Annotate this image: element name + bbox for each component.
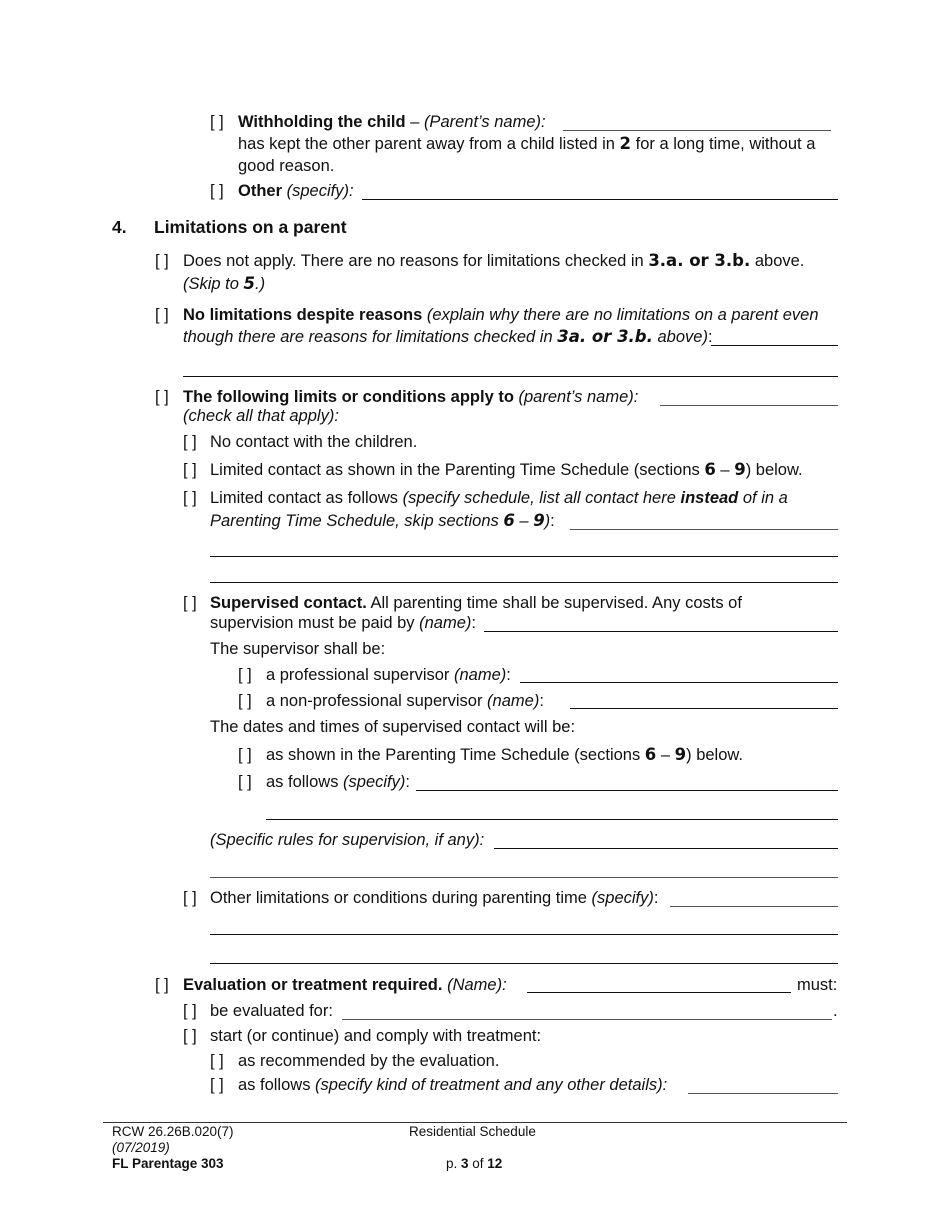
evaluation-label: Evaluation or treatment required. xyxy=(183,976,443,994)
supervised-as-follows-field-2[interactable] xyxy=(266,819,838,820)
withholding-description-line2: good reason. xyxy=(238,157,335,175)
supervised-colon: : xyxy=(471,614,476,632)
limited-schedule-checkbox[interactable]: [ ] xyxy=(183,461,197,479)
as-recommended-checkbox[interactable]: [ ] xyxy=(210,1052,224,1070)
withholding-parent-name-field[interactable] xyxy=(563,130,831,131)
evaluated-for-period: . xyxy=(833,1002,838,1020)
as-shown-checkbox[interactable]: [ ] xyxy=(238,746,252,764)
limited-follows-line2 xyxy=(210,511,555,531)
professional-supervisor-field[interactable] xyxy=(520,682,838,683)
specific-rules-field-2[interactable] xyxy=(210,877,838,878)
other-limitations-label xyxy=(210,888,658,908)
no-limitations-field-2[interactable] xyxy=(183,376,838,377)
supervised-line2 xyxy=(210,613,476,633)
as-shown-range-dash: – xyxy=(656,746,675,764)
as-shown-label xyxy=(266,745,743,765)
professional-supervisor-label xyxy=(266,665,511,685)
evaluated-for-label: be evaluated for: xyxy=(210,1002,333,1020)
evaluation-name-field[interactable] xyxy=(527,992,791,993)
no-limitations-ref: 3a. or 3.b. xyxy=(557,327,653,346)
withholding-checkbox[interactable]: [ ] xyxy=(210,113,224,131)
does-not-apply-a: Does not apply. There are no reasons for limitations checked in xyxy=(183,252,649,270)
as-shown-range-end: 9 xyxy=(674,745,687,764)
specific-rules-field-1[interactable] xyxy=(494,848,838,849)
evaluation-prompt: (Name): xyxy=(442,976,507,994)
does-not-apply-ref: 3.a. or 3.b. xyxy=(648,251,751,270)
section-title: Limitations on a parent xyxy=(154,217,347,237)
limited-follows-range-start: 6 xyxy=(503,511,515,530)
following-limits-parent-field[interactable] xyxy=(660,405,838,406)
following-limits-checkbox[interactable]: [ ] xyxy=(155,388,169,406)
skip-instruction xyxy=(183,274,265,294)
supervised-line1 xyxy=(210,593,742,613)
check-all-instruction: (check all that apply): xyxy=(183,407,339,425)
professional-a: a professional supervisor xyxy=(266,666,455,684)
nonprofessional-supervisor-checkbox[interactable]: [ ] xyxy=(238,692,252,710)
specific-rules-label: (Specific rules for supervision, if any): xyxy=(210,831,485,849)
nonprofessional-supervisor-label xyxy=(266,691,544,711)
limited-follows-range-end: 9 xyxy=(533,511,545,530)
withholding-option-label xyxy=(238,112,546,132)
supervised-as-follows-label xyxy=(266,772,410,792)
limited-follows-field-2[interactable] xyxy=(210,556,838,557)
treatment-as-follows-b: (specify kind of treatment and any other details): xyxy=(315,1076,668,1094)
evaluated-for-field[interactable] xyxy=(342,1019,832,1020)
footer-page-prefix: p. xyxy=(446,1156,462,1171)
section-number: 4. xyxy=(112,217,127,237)
supervised-as-follows-field-1[interactable] xyxy=(416,790,838,791)
dates-intro: The dates and times of supervised contact will be: xyxy=(210,718,576,736)
no-limitations-explain2a: though there are reasons for limitations checked in xyxy=(183,328,558,346)
skip-num: 5 xyxy=(243,274,256,293)
limited-follows-a: Limited contact as follows xyxy=(210,489,403,507)
limited-schedule-b: ) below. xyxy=(745,461,803,479)
nonprofessional-name-prompt: (name) xyxy=(487,692,540,710)
no-contact-label: No contact with the children. xyxy=(210,433,418,451)
skip-a: (Skip to xyxy=(183,275,244,293)
supervision-payer-field[interactable] xyxy=(484,631,838,632)
no-limitations-explain1: (explain why there are no limitations on a parent even xyxy=(422,306,819,324)
supervised-as-follows-checkbox[interactable]: [ ] xyxy=(238,773,252,791)
limited-follows-colon: : xyxy=(550,512,555,530)
withholding-ref-num: 2 xyxy=(619,134,632,153)
limited-follows-line1 xyxy=(210,488,788,508)
range-end: 9 xyxy=(734,460,746,479)
comply-label: start (or continue) and comply with treatment: xyxy=(210,1027,542,1045)
as-shown-range-start: 6 xyxy=(644,745,657,764)
range-dash: – xyxy=(715,461,735,479)
withholding-text-a: has kept the other parent away from a child listed in xyxy=(238,135,620,153)
other-limitations-field-2[interactable] xyxy=(210,934,838,935)
limited-follows-field-1[interactable] xyxy=(570,529,838,530)
other-limitations-field-3[interactable] xyxy=(210,963,838,964)
treatment-as-follows-label xyxy=(238,1075,667,1095)
limited-follows-range-dash: – xyxy=(514,512,534,530)
other-option-label xyxy=(238,181,354,201)
as-shown-a: as shown in the Parenting Time Schedule (sections xyxy=(266,746,645,764)
no-limitations-checkbox[interactable]: [ ] xyxy=(155,306,169,324)
other-limitations-b: (specify) xyxy=(591,889,654,907)
no-limitations-label: No limitations despite reasons xyxy=(183,306,423,324)
no-limitations-colon: : xyxy=(707,328,713,346)
professional-name-prompt: (name) xyxy=(454,666,507,684)
limited-follows-checkbox[interactable]: [ ] xyxy=(183,489,197,507)
nonprofessional-colon: : xyxy=(539,692,544,710)
other-limitations-field-1[interactable] xyxy=(670,906,838,907)
withholding-text-b: for a long time, without a xyxy=(631,135,816,153)
footer-page-total: 12 xyxy=(487,1156,503,1171)
supervised-as-follows-a: as follows xyxy=(266,773,344,791)
no-limitations-line1 xyxy=(183,305,819,325)
professional-supervisor-checkbox[interactable]: [ ] xyxy=(238,666,252,684)
footer-page-of: of xyxy=(468,1156,488,1171)
treatment-as-follows-checkbox[interactable]: [ ] xyxy=(210,1076,224,1094)
supervised-as-follows-b: (specify) xyxy=(343,773,406,791)
does-not-apply-c: above. xyxy=(750,252,805,270)
supervised-as-follows-colon: : xyxy=(405,773,410,791)
footer-form: FL Parentage 303 xyxy=(112,1156,224,1171)
other-limitations-a: Other limitations or conditions during parenting time xyxy=(210,889,592,907)
limited-follows-instead: instead xyxy=(680,489,739,507)
withholding-prompt: (Parent’s name): xyxy=(423,113,546,131)
evaluation-line xyxy=(183,975,507,995)
evaluation-checkbox[interactable]: [ ] xyxy=(155,976,169,994)
as-shown-b: ) below. xyxy=(686,746,743,764)
nonprofessional-supervisor-field[interactable] xyxy=(570,708,838,709)
no-contact-checkbox[interactable]: [ ] xyxy=(183,433,197,451)
limited-follows-c: of in a xyxy=(738,489,788,507)
limited-schedule-a: Limited contact as shown in the Parenting Time Schedule (sections xyxy=(210,461,705,479)
following-limits-prompt: (parent’s name): xyxy=(513,388,639,406)
supervised-checkbox[interactable]: [ ] xyxy=(183,594,197,612)
footer-rule xyxy=(103,1122,847,1123)
limited-schedule-label xyxy=(210,460,803,480)
no-limitations-explain2c: above) xyxy=(652,328,708,346)
supervised-text2b: (name) xyxy=(419,614,472,632)
other-prompt: (specify): xyxy=(282,182,354,200)
evaluation-must: must: xyxy=(797,976,838,994)
withholding-description-line1 xyxy=(238,134,815,154)
comply-checkbox[interactable]: [ ] xyxy=(183,1027,197,1045)
limited-follows-2b: ) xyxy=(544,512,551,530)
other-label: Other xyxy=(238,182,283,200)
supervised-text1: All parenting time shall be supervised. Any costs of xyxy=(366,594,742,612)
does-not-apply-text xyxy=(183,251,804,271)
limited-follows-field-3[interactable] xyxy=(210,582,838,583)
other-limitations-checkbox[interactable]: [ ] xyxy=(183,889,197,907)
supervisor-intro: The supervisor shall be: xyxy=(210,640,386,658)
supervised-text2a: supervision must be paid by xyxy=(210,614,420,632)
withholding-dash: – xyxy=(405,113,424,131)
limited-follows-b: (specify schedule, list all contact here xyxy=(402,489,681,507)
other-specify-field[interactable] xyxy=(362,199,838,200)
supervised-label: Supervised contact. xyxy=(210,594,367,612)
treatment-as-follows-a: as follows xyxy=(238,1076,316,1094)
does-not-apply-checkbox[interactable]: [ ] xyxy=(155,252,169,270)
footer-rcw: RCW 26.26B.020(7) xyxy=(112,1124,234,1139)
footer-date: (07/2019) xyxy=(112,1140,170,1155)
skip-b: .) xyxy=(255,275,266,293)
no-limitations-field-1[interactable] xyxy=(711,345,838,346)
other-checkbox[interactable]: [ ] xyxy=(210,182,224,200)
professional-colon: : xyxy=(506,666,511,684)
no-limitations-line2 xyxy=(183,327,713,347)
limited-follows-2a: Parenting Time Schedule, skip sections xyxy=(210,512,504,530)
following-limits-line xyxy=(183,387,638,407)
withholding-label: Withholding the child xyxy=(238,113,406,131)
footer-title: Residential Schedule xyxy=(409,1124,536,1139)
footer-page xyxy=(446,1156,502,1172)
footer-page-num: 3 xyxy=(461,1156,469,1171)
following-limits-label: The following limits or conditions apply to xyxy=(183,388,514,406)
other-limitations-colon: : xyxy=(653,889,659,907)
evaluated-for-checkbox[interactable]: [ ] xyxy=(183,1002,197,1020)
nonprofessional-a: a non-professional supervisor xyxy=(266,692,488,710)
as-recommended-label: as recommended by the evaluation. xyxy=(238,1052,500,1070)
treatment-as-follows-field[interactable] xyxy=(688,1093,838,1094)
range-start: 6 xyxy=(704,460,716,479)
